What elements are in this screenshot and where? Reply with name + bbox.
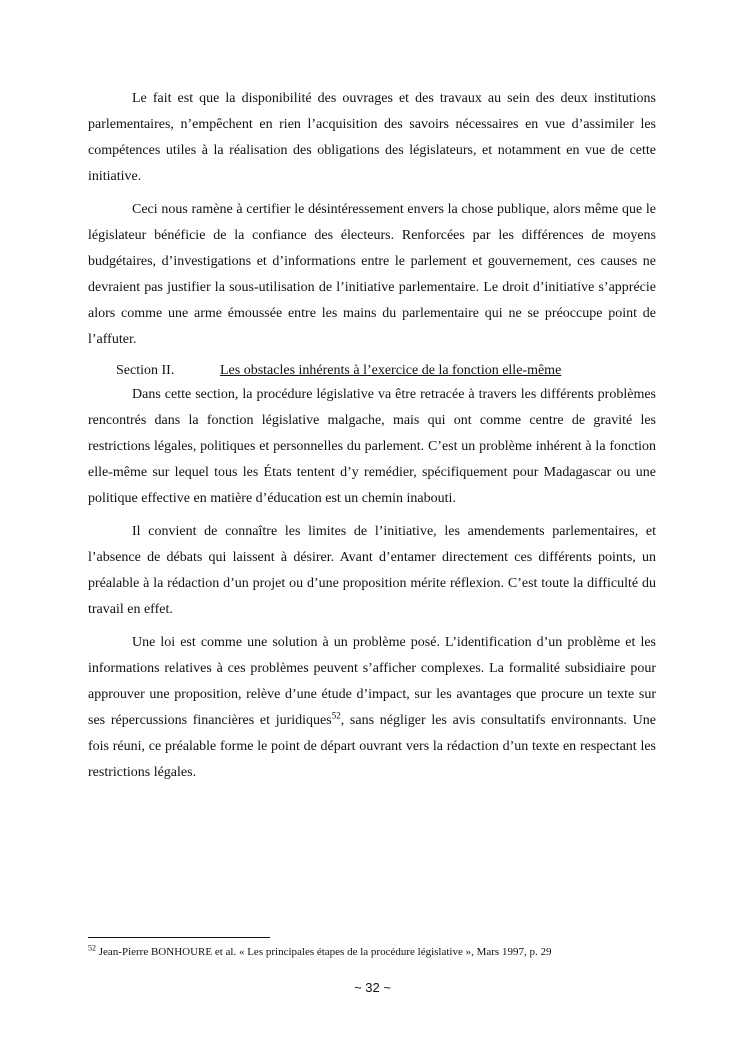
paragraph-1: Le fait est que la disponibilité des ouvrages et des travaux au sein des deux institutions parlementaires, n’empêchent en rien l’acquisition des savoirs nécessaires en vue d’assimiler les compétences utiles à la réalisation des obligations des législateurs, et notamment en vue de cette initiative. [88, 91, 656, 184]
page-number: ~ 32 ~ [354, 980, 391, 995]
paragraph-3: Dans cette section, la procédure législative va être retracée à travers les différents problèmes rencontrés dans la fonction législative malgache, mais qui ont comme centre de gravité les restrictions légales, politiques et personnelles du parlement. C’est un problème inhérent à la fonction elle-même sur lequel tous les États tentent d’y remédier, spécifiquement pour Madagascar ou une politique effective en matière d’éducation est un chemin inabouti. [88, 387, 656, 506]
paragraph-4: Il convient de connaître les limites de l’initiative, les amendements parlementaires, et l’absence de débats qui laissent à désirer. Avant d’entamer directement ces différents points, un préalable à la rédaction d’un projet ou d’une proposition mérite réflexion. C’est toute la difficulté du travail en effet. [88, 524, 656, 617]
paragraph-5-text-a: Une loi est comme une solution à un problème posé. L’identification d’un problème et les informations relatives à ces problèmes peuvent s’afficher complexes. La formalité subsidiaire pour approuver une proposition, relève d’une étude d’impact, sur les avantages que procure un texte sur ses répercussions financières et juridiques [88, 635, 656, 728]
document-body [88, 86, 656, 793]
footnote [88, 945, 688, 959]
footnote-number: 52 [88, 943, 96, 953]
paragraph-5 [88, 630, 656, 786]
section-number: Section II. [116, 363, 175, 378]
section-title: Les obstacles inhérents à l’exercice de la fonction elle-même [220, 363, 562, 378]
footnote-separator [88, 937, 270, 938]
footnote-text: Jean-Pierre BONHOURE et al. « Les principales étapes de la procédure législative », Mars 1997, p. 29 [96, 946, 552, 958]
section-heading [88, 360, 656, 382]
paragraph-5-text-b: , sans négliger les avis consultatifs environnants. Une fois réuni, ce préalable forme le point de départ ouvrant vers la rédaction d’un texte en respectant les restrictions légales. [88, 713, 656, 780]
paragraph-2: Ceci nous ramène à certifier le désintéressement envers la chose publique, alors même que le législateur bénéficie de la confiance des électeurs. Renforcées par les différences de moyens budgétaires, d’investigations et d’informations entre le parlement et gouvernement, ces causes ne devraient pas justifier la sous-utilisation de l’initiative parlementaire. Le droit d’initiative s’apprécie alors comme une arme émoussée entre les mains du parlementaire qui ne se préoccupe point de l’affuter. [88, 202, 656, 347]
footnote-reference: 52 [331, 710, 341, 721]
